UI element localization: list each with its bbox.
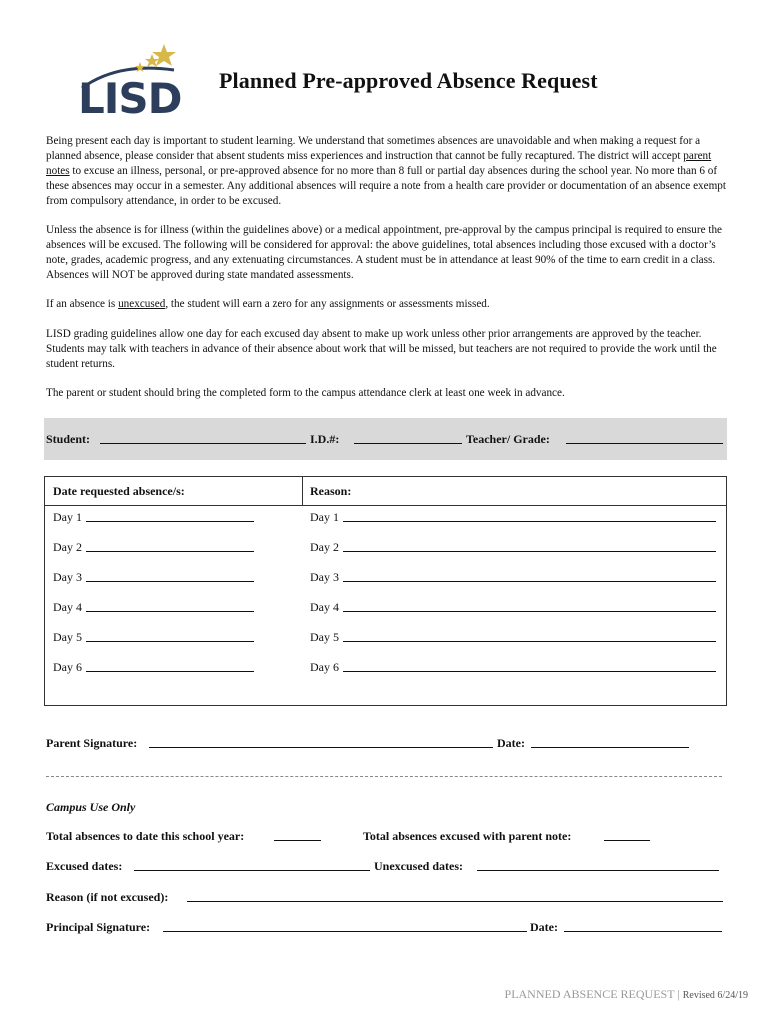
logo-text: LISD — [78, 74, 182, 123]
p4-text: LISD grading guidelines allow one day for each excused day absent to make up work unless other prior arrangements are approved by the teacher. Students may talk with teachers in advance of their absence about work that will be missed, but teachers are not required to provide the work until the student returns. — [46, 328, 717, 370]
day-5-date-field[interactable] — [86, 631, 254, 642]
p2-text: Unless the absence is for illness (within the guidelines above) or a medical appointment, pre-approval by the campus principal is required to ensure the absences will be excused. The following will be considered for approval: the above guidelines, total absences including those excused with a doctor’s note, grades, academic progress, and any extenuating circumstances. A student must be in attendance at least 90% of the time to earn credit in a class. Absences will NOT be approved during state mandated assessments. — [46, 224, 723, 281]
day-1-reason-field[interactable] — [343, 511, 716, 522]
intro-paragraph — [46, 134, 736, 209]
day-4-reason-field[interactable] — [343, 601, 716, 612]
day-5-reason-field[interactable] — [343, 631, 716, 642]
table-divider — [302, 477, 303, 505]
total-absences-year-field[interactable] — [274, 830, 321, 841]
campus-use-heading: Campus Use Only — [46, 800, 136, 814]
day-1-label: Day 1 — [53, 510, 82, 524]
date-requested-header: Date requested absence/s: — [53, 484, 185, 498]
principal-signature-label: Principal Signature: — [46, 920, 151, 934]
absence-table — [44, 476, 727, 706]
p3-end: , the student will earn a zero for any assignments or assessments missed. — [165, 298, 490, 310]
p1-start: Being present each day is important to student learning. We understand that sometimes absences are unavoidable and when making a request for a planned absence, please consider that absent students miss experiences and instruction that cannot be fully recaptured. The district will accept — [46, 135, 701, 162]
day-4-date-field[interactable] — [86, 601, 254, 612]
day-2-label: Day 2 — [53, 540, 82, 554]
p5-text: The parent or student should bring the completed form to the campus attendance clerk at least one week in advance. — [46, 387, 565, 399]
unexcused-dates-field[interactable] — [477, 860, 719, 871]
total-absences-year-label: Total absences to date this school year: — [46, 829, 245, 843]
day-6-label: Day 6 — [53, 660, 82, 674]
parent-notes-text: parent notes — [46, 150, 712, 177]
day-2-reason-field[interactable] — [343, 541, 716, 552]
total-parent-note-label: Total absences excused with parent note: — [363, 829, 572, 843]
grading-paragraph — [46, 327, 736, 372]
id-field[interactable] — [354, 433, 462, 444]
student-field[interactable] — [100, 433, 306, 444]
excused-dates-field[interactable] — [134, 860, 370, 871]
parent-date-label: Date: — [497, 736, 525, 750]
footer — [505, 987, 748, 1002]
footer-separator: | — [677, 987, 680, 1001]
day-1-reason-label: Day 1 — [310, 510, 339, 524]
parent-signature-field[interactable] — [149, 737, 493, 748]
day-4-label: Day 4 — [53, 600, 82, 614]
reason-not-excused-label: Reason (if not excused): — [46, 890, 169, 904]
day-3-reason-field[interactable] — [343, 571, 716, 582]
principal-date-label: Date: — [530, 920, 558, 934]
parent-signature-label: Parent Signature: — [46, 736, 138, 750]
day-2-date-field[interactable] — [86, 541, 254, 552]
reason-not-excused-field[interactable] — [187, 891, 723, 902]
page-title: Planned Pre-approved Absence Request — [219, 68, 598, 93]
revised-date: Revised 6/24/19 — [682, 990, 748, 1001]
principal-signature-field[interactable] — [163, 921, 527, 932]
day-5-reason-label: Day 5 — [310, 630, 339, 644]
teacher-grade-field[interactable] — [566, 433, 723, 444]
day-6-date-field[interactable] — [86, 661, 254, 672]
bring-form-paragraph — [46, 386, 736, 401]
student-label: Student: — [46, 432, 91, 446]
unexcused-word: unexcused — [118, 298, 166, 310]
table-header-divider — [45, 505, 726, 506]
day-3-label: Day 3 — [53, 570, 82, 584]
day-6-reason-field[interactable] — [343, 661, 716, 672]
parent-date-field[interactable] — [531, 737, 689, 748]
day-2-reason-label: Day 2 — [310, 540, 339, 554]
student-info-bar — [44, 418, 727, 460]
p1-end: to excuse an illness, personal, or pre-approved absence for no more than 8 full or partial day absences during the school year. No more than 6 of these absences may occur in a semester. Any additional absences will require a note from a health care provider or documentation of an absence exempt from compulsory attendance, in order to be excused. — [46, 165, 726, 207]
principal-date-field[interactable] — [564, 921, 722, 932]
teacher-grade-label: Teacher/ Grade: — [466, 432, 550, 446]
day-3-reason-label: Day 3 — [310, 570, 339, 584]
day-1-date-field[interactable] — [86, 511, 254, 522]
lisd-logo — [78, 40, 182, 123]
excused-dates-label: Excused dates: — [46, 859, 123, 873]
id-label: I.D.#: — [310, 432, 340, 446]
approval-paragraph — [46, 223, 736, 283]
cut-line-divider — [46, 776, 722, 777]
footer-title: PLANNED ABSENCE REQUEST — [504, 987, 675, 1001]
unexcused-paragraph — [46, 297, 736, 312]
day-5-label: Day 5 — [53, 630, 82, 644]
day-6-reason-label: Day 6 — [310, 660, 339, 674]
reason-header: Reason: — [310, 484, 352, 498]
day-4-reason-label: Day 4 — [310, 600, 339, 614]
day-3-date-field[interactable] — [86, 571, 254, 582]
p3-start: If an absence is — [46, 298, 119, 310]
unexcused-dates-label: Unexcused dates: — [374, 859, 463, 873]
total-parent-note-field[interactable] — [604, 830, 650, 841]
